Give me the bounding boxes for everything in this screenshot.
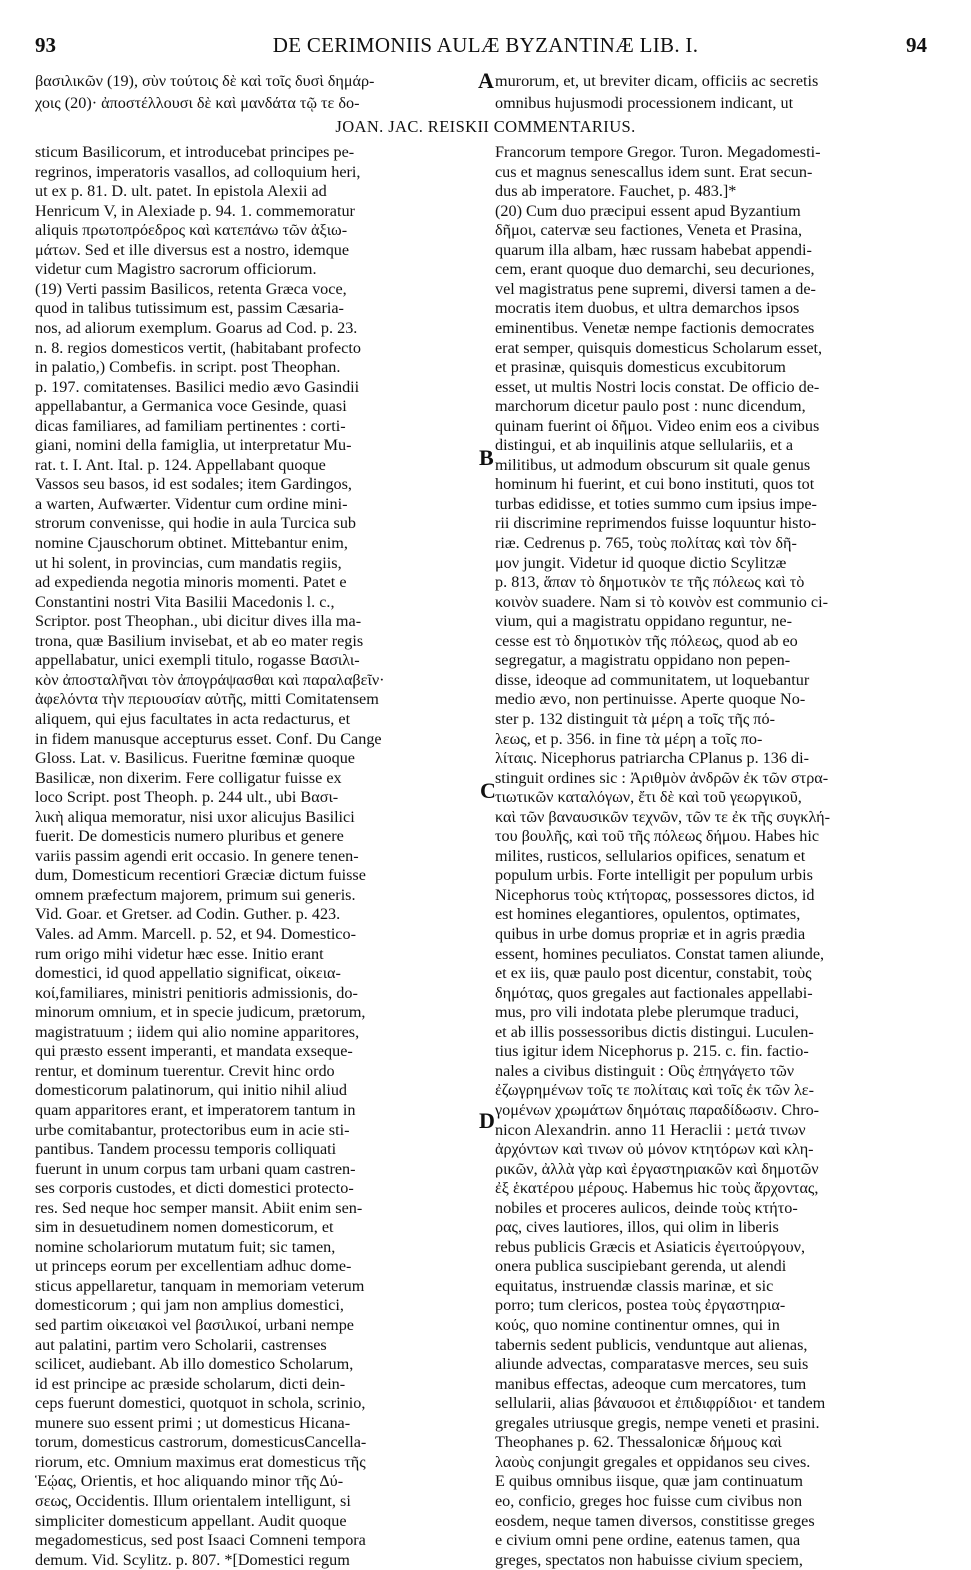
left-column-line: Constantini nostri Vita Basilii Macedonis l. c., [35, 592, 335, 611]
margin-letter-a: A [478, 68, 494, 93]
right-column-line: ἐξ ἑκατέρου μέρους. Habemus hic τοὺς ἄρχοντας, [495, 1179, 819, 1198]
right-column-line: του βουλῆς, καὶ τοῦ τῆς πόλεως δήμου. Habes hic [495, 827, 820, 846]
running-title: DE CERIMONIIS AULÆ BYZANTINÆ LIB. I. [272, 33, 699, 57]
right-column-line: λίταις. Nicephorus patriarcha CPlanus p. 136 di- [495, 749, 809, 768]
right-column-line: κοινὸν suadere. Nam si τὸ κοινὸν est communio ci- [495, 592, 828, 611]
left-column-line: Basilicæ, non dixerim. Fere colligatur fuisse ex [35, 768, 342, 787]
right-column-line: manibus effectas, adeoque cum mercatores, tum [495, 1374, 807, 1393]
right-column-line: erat semper, quisquis domesticus Scholarum esset, [495, 338, 823, 357]
left-column-line: ut hi solent, in provincias, cum mandatis regiis, [35, 553, 342, 572]
left-column-line: minorum omnium, et in specie judicum, prætorum, [35, 1003, 366, 1022]
running-header [0, 33, 971, 63]
left-column-line: Vid. Goar. et Gretser. ad Codin. Guther. p. 423. [35, 905, 341, 924]
left-column-line: riorum, etc. Omnium maximus erat domesticus τῆς [35, 1452, 366, 1471]
right-column-line: militibus, ut admodum obscurum sit quale genus [495, 455, 811, 474]
right-column-line: vel magistratus pene supremi, diversi tamen a de- [495, 279, 816, 298]
right-column-line: quinam fuerint οἱ δῆμοι. Video enim eos a civibus [495, 416, 820, 435]
right-column-line: greges, spectatos non habuisse civium speciem, [495, 1550, 803, 1569]
left-column-line: demum. Vid. Scylitz. p. 807. *[Domestici regum [35, 1550, 350, 1569]
left-column-line: Scriptor. post Theophan., ubi dicitur dives illa ma- [35, 612, 362, 631]
right-column-line: τιωτικῶν καταλόγων, ἔτι δὲ καὶ τοῦ γεωργικοῦ, [495, 788, 802, 807]
right-column-line: equitatus, instruendæ classis marinæ, et sic [495, 1276, 774, 1295]
right-column-line: mus, pro vili indotata plebe plerumque traduci, [495, 1003, 799, 1022]
left-column-line: scilicet, audiebant. Ab illo domestico Scholarum, [35, 1355, 354, 1374]
left-column-line: trona, quæ Basilium invisebat, et ab eo mater regis [35, 631, 364, 650]
left-column-line: Gloss. Lat. v. Basilicus. Fueritne fœminæ quoque [35, 749, 355, 768]
left-column-line: domesticorum ; qui jam non amplius domestici, [35, 1296, 344, 1315]
margin-letter-d: D [479, 1108, 495, 1133]
left-column-line: λικὴ aliqua memoratur, nisi uxor alicujus Basilici [35, 807, 355, 826]
left-column-line: κὸν ἀποσταλῆναι τὸν ἀπογράψασθαι καὶ παραλαβεῖν· [35, 670, 385, 689]
right-column-line: Theophanes p. 62. Thessalonicæ δήμους καὶ [495, 1433, 782, 1452]
right-column-line: γομένων χρωμάτων δημόταις παραδίδωσιν. Chro- [495, 1100, 820, 1119]
left-column-line: aliquem, qui ejus facultates in acta redacturus, et [35, 709, 351, 728]
right-column-line: disse, ideoque ad communitatem, ut loquebantur [495, 670, 810, 689]
right-column-line: tabernis sedent publicis, venduntque aut alienas, [495, 1335, 808, 1354]
left-column-line: rentur, et dominum tuerentur. Crevit hinc ordo [35, 1061, 335, 1080]
left-column-line: Vassos seu basos, id est sodales; item Gardingos, [35, 475, 352, 494]
right-column-line: dus ab imperatore. Fauchet, p. 483.]* [495, 182, 737, 201]
margin-letter-c: C [480, 778, 496, 803]
left-column-line: ses corporis custodes, et dicti domestici protecto- [35, 1179, 354, 1198]
right-column-line: e civium omni pene ordine, eatenus tamen, qua [495, 1531, 801, 1550]
left-column-line: regrinos, imperatoris vasallos, ad colloquium heri, [35, 162, 361, 181]
greek-text-line: χοις (20)· ἀποστέλλουσι δὲ καὶ μανδάτα τῷ τε δο- [35, 94, 360, 112]
right-column-line: ρικῶν, ἀλλὰ γὰρ καὶ ἐργαστηριακῶν καὶ δημοτῶν [495, 1159, 819, 1178]
right-column-line: distingui, et ab inquilinis atque sellulariis, et a [495, 436, 794, 455]
left-column-line: rat. t. I. Ant. Ital. p. 124. Appellabant quoque [35, 455, 326, 474]
right-column-line: et ab illis possessoribus dictis distingui. Luculen- [495, 1022, 814, 1041]
right-column-line: p. 813, ἅπαν τὸ δημοτικὸν τε τῆς πόλεως καὶ τὸ [495, 573, 805, 592]
right-column-line: quibus in urbe domus propriæ et in agris prædia [495, 925, 806, 943]
left-column-line: Henricum V, in Alexiade p. 94. 1. commemoratur [35, 201, 355, 220]
right-column-line: eo, conficio, greges hoc fuisse cum civibus non [495, 1491, 803, 1510]
commentary-title: JOAN. JAC. REISKII COMMENTARIUS. [335, 117, 636, 136]
left-column-line: in fidem manusque accepturus esset. Conf. Du Cange [35, 729, 382, 748]
left-column-line: torum, domesticus castrorum, domesticusCancella- [35, 1433, 367, 1452]
left-column-line: qui præsto essent imperanti, et mandata exseque- [35, 1042, 353, 1061]
left-column-line: fuerit. De domesticis numero pluribus et genere [35, 827, 344, 846]
left-column-line: dum, Domesticum recentiori Græciæ dictum fuisse [35, 866, 366, 885]
left-column-line: ut princeps eorum per excellentiam adhuc dome- [35, 1257, 352, 1276]
left-column-line: dicas familiares, ad familiam pertinentes : corti- [35, 416, 346, 435]
left-column-line: domesticorum palatinorum, qui initio nihil aliud [35, 1081, 348, 1100]
greek-text-line: βασιλικῶν (19), σὺν τούτοις δὲ καὶ τοῖς δυσὶ δημάρ- [35, 72, 375, 90]
left-column-line: id est principe ac præside scholarum, dicti dein- [35, 1374, 346, 1393]
left-column-line: loco Script. post Theoph. p. 244 ult., ubi Βασι- [35, 788, 339, 807]
latin-text-line: murorum, et, ut breviter dicam, officiis ac secretis [495, 72, 819, 90]
right-column-line: segregatur, a magistratu oppidano non pepen- [495, 651, 791, 670]
right-column-line: ἐζωγρημένων τοῖς τε πολίταις καὶ τοῖς ἐκ τῶν λε- [495, 1081, 814, 1100]
left-column-line: sed partim οἰκειακοὶ vel βασιλικοί, urbani nempe [35, 1316, 354, 1334]
left-column-line: (19) Verti passim Basilicos, retenta Græca voce, [35, 279, 347, 298]
left-column-line: ad expedienda negotia minoris momenti. Patet e [35, 573, 347, 592]
right-column-line: nales a civibus distinguit : Οὓς ἐπηγάγετο τῶν [495, 1061, 795, 1080]
right-column-line: est homines elegantiores, opulentos, optimates, [495, 905, 801, 924]
right-column-line: gregales utriusque gregis, nempe veneti et prasini. [495, 1413, 820, 1432]
left-column-line: quam apparitores erant, et imperatorem tantum in [35, 1100, 356, 1119]
left-column-line: nomine scholariorum mutatum fuit; sic tamen, [35, 1237, 336, 1256]
right-column-line: cus et magnus senescallus idem sunt. Erat secun- [495, 162, 813, 181]
right-column-line: rii discrimine reprimendos fuisse loquuntur histo- [495, 514, 817, 533]
right-column-line: Francorum tempore Gregor. Turon. Megadomesti- [495, 143, 821, 161]
left-column-line: res. Sed neque hoc semper mansit. Abiit enim sen- [35, 1198, 363, 1217]
right-column-line: δημότας, quos gregales aut factionales appellabi- [495, 983, 813, 1002]
left-column-line: μάτων. Sed et ille diversus est a nostro, idemque [35, 240, 350, 259]
right-column-line: ἀρχόντων καὶ τινων οὐ μόνον κτητόρων καὶ κλη- [495, 1140, 814, 1159]
right-column-line: onera publica suscipiebant gerenda, ut alendi [495, 1257, 787, 1276]
left-column-line: nomine Cjauschorum obtinet. Mittebantur enim, [35, 534, 348, 552]
left-column-line: appellabantur, a Germanica voce Gesinde, quasi [35, 397, 347, 416]
right-column-line: rebus publicis Græcis et Asiaticis ἐγειτούργουν, [495, 1237, 805, 1256]
left-column-line: aliquis πρωτοπρόεδρος καὶ κατεπάνω τῶν ἀξιω- [35, 221, 348, 240]
right-column-line: eminentibus. Venetæ nempe factionis democrates [495, 318, 815, 337]
right-column-line: vium, qui a magistratu oppidano reguntur, ne- [495, 612, 792, 631]
right-column-line: λαοὺς conjungit gregales et oppidanos seu cives. [495, 1452, 811, 1471]
left-column-line: magistratuum ; iidem qui alio nomine apparitores, [35, 1022, 360, 1041]
right-column-line: stinguit ordines sic : Ἀριθμὸν ἀνδρῶν ἐκ τῶν στρα- [495, 768, 829, 787]
left-column-line: Ἑῴας, Orientis, et hoc aliquando minor τῆς Δύ- [35, 1472, 344, 1491]
page-number-right: 94 [906, 33, 927, 57]
left-column-line: σεως, Occidentis. Illum orientalem intelligunt, si [35, 1491, 351, 1510]
left-column-line: megadomesticus, sed post Isaaci Comneni tempora [35, 1531, 366, 1550]
right-column-line: δῆμοι, catervæ seu factiones, Veneta et Prasina, [495, 221, 803, 240]
right-column-line: (20) Cum duo præcipui essent apud Byzantium [495, 201, 801, 220]
left-column-line: sim in desuetudinem nomen domesticorum, et [35, 1218, 334, 1237]
right-column-line: quarum illa albam, hæc russam habebat appendi- [495, 240, 812, 259]
left-column-line: κοί,familiares, ministri penitioris admissionis, do- [35, 983, 358, 1002]
right-column-line: cem, erant quoque duo demarchi, seu decuriones, [495, 260, 815, 279]
left-column-line: munere suo essent primi ; ut domesticus Hicana- [35, 1413, 351, 1432]
right-column-line: E quibus omnibus iisque, quæ jam continuatum [495, 1472, 803, 1491]
margin-letter-b: B [479, 445, 494, 470]
right-column-line: mocratis item duobus, et ultra demarchos ipsos [495, 299, 800, 318]
left-column-line: Vales. ad Amm. Marcell. p. 52, et 94. Domestico- [35, 925, 356, 943]
page-number-left: 93 [35, 33, 56, 57]
left-column-line: ut ex p. 81. D. ult. patet. In epistola Alexii ad [35, 182, 327, 201]
right-column-line: aliunde advectas, comparatasve merces, seu suis [495, 1355, 809, 1374]
right-column-line: cesse est τὸ δημοτικὸν τῆς πόλεως, quod ab eo [495, 631, 798, 650]
right-column-line: porro; tum clericos, postea τοὺς ἐργαστηρια- [495, 1296, 786, 1315]
right-column-line: populum urbis. Forte intelligit per populum urbis [495, 866, 813, 885]
left-column-line: aut palatini, partim vero Scholarii, castrenses [35, 1335, 327, 1354]
left-column-line: quod in talibus tutissimum est, passim Cæsaria- [35, 299, 344, 318]
left-column-line: nos, ad aliorum exemplum. Goarus ad Cod. p. 23. [35, 318, 358, 337]
left-column-line: variis passim agendi erit occasio. In genere tenen- [35, 846, 359, 865]
right-column-line: esset, ut multis Nostri locis constat. De officio de- [495, 377, 820, 396]
right-column-line: essent, homines peculiatos. Constat tamen aliunde, [495, 944, 825, 963]
latin-text-line: omnibus hujusmodi processionem indicant, ut [495, 94, 794, 112]
right-column-line: sellularii, alias βάναυσοι et ἐπιδιφρίδιοι· et tandem [495, 1394, 826, 1413]
right-column-line: et prasinæ, quisquis domesticus excubitorum [495, 358, 786, 377]
left-column-line: n. 8. regios domesticos vertit, (habitabant profecto [35, 338, 361, 357]
left-column-line: domestici, id quod appellatio significat, οἰκεια- [35, 964, 341, 983]
left-column-line: strorum convenisse, qui hodie in aula Turcica sub [35, 514, 357, 533]
left-column-line: sticum Basilicorum, et introducebat principes pe- [35, 143, 355, 161]
left-column-line: videtur cum Magistro sacrorum officiorum. [35, 260, 317, 279]
right-column-line: turbas edidisse, et toties summo cum ipsius impe- [495, 494, 817, 513]
right-column-line: hominum hi fuerint, et cui bono instituti, quos tot [495, 475, 815, 494]
right-column-line: κούς, quo nomine continentur omnes, qui in [495, 1316, 780, 1334]
right-column-line: eosdem, neque tamen diversos, constitisse greges [495, 1511, 815, 1530]
right-column-line: et ex iis, quæ paulo post dicentur, constabit, τοὺς [495, 964, 812, 983]
left-column-line: giani, nomini della famiglia, ut interpretatur Mu- [35, 436, 352, 455]
left-column-line: omnem præfectum majorem, primum sui generis. [35, 885, 356, 904]
left-column-line: ceps fuerunt domestici, quotquot in schola, scrinio, [35, 1394, 366, 1413]
right-column-line: ρας, cives lautiores, illos, qui olim in liberis [495, 1218, 779, 1237]
left-column-line: simpliciter domesticum appellant. Audit quoque [35, 1511, 347, 1530]
left-column-line: p. 197. comitatenses. Basilici medio ævo Gasindii [35, 377, 360, 396]
left-column-line: in palatio,) Combefis. in script. post Theophan. [35, 358, 341, 377]
right-column-line: μον jungit. Videtur id quoque dictio Scylitzæ [495, 553, 787, 572]
right-column-line: milites, rusticos, sellularios opifices, senatum et [495, 846, 806, 865]
left-column-line: fuerunt in unum corpus tam urbani quam castren- [35, 1159, 356, 1178]
left-column-line: ἀφελόντα τὴν περιουσίαν αὐτῆς, mitti Comitatensem [35, 690, 379, 709]
right-column-line: marchorum dicetur paulo post : nunc dicendum, [495, 397, 806, 416]
left-column-line: sticus appellaretur, tanquam in memoriam veterum [35, 1276, 365, 1295]
left-column-line: urbe comitabantur, protectoribus eum in acie sti- [35, 1120, 350, 1139]
left-column-line: a warten, Aufwærter. Videntur cum ordine mini- [35, 494, 348, 513]
left-column-line: rum origo mihi videtur hæc esse. Initio erant [35, 944, 324, 963]
right-column-line: riæ. Cedrenus p. 765, τοὺς πολίτας καὶ τὸν δῆ- [495, 534, 797, 552]
right-column-line: Nicephorus τοὺς κτήτορας, possessores dictos, id [495, 885, 815, 904]
left-column-line: appellabatur, unici exempli titulo, rogasse Βασιλι- [35, 651, 360, 670]
left-column-line: pantibus. Tandem processu temporis colliquati [35, 1140, 337, 1159]
right-column-line: nicon Alexandrin. anno 11 Heraclii : μετά τινων [495, 1120, 806, 1139]
right-column-line: καὶ τῶν βαναυσικῶν τεχνῶν, τῶν τε ἐκ τῆς συγκλή- [495, 807, 831, 826]
right-column-line: medio ævo, non pertinuisse. Aperte quoque No- [495, 690, 806, 709]
right-column-line: λεως, et p. 356. in fine τὰ μέρη a τοῖς πο- [495, 729, 763, 748]
right-column-line: ster p. 132 distinguit τὰ μέρη a τοῖς τῆς πό- [495, 709, 775, 728]
right-column-line: tius igitur idem Nicephorus p. 215. c. fin. factio- [495, 1042, 809, 1061]
right-column-line: nobiles et proceres aulicos, deinde τοὺς κτήτο- [495, 1198, 798, 1217]
